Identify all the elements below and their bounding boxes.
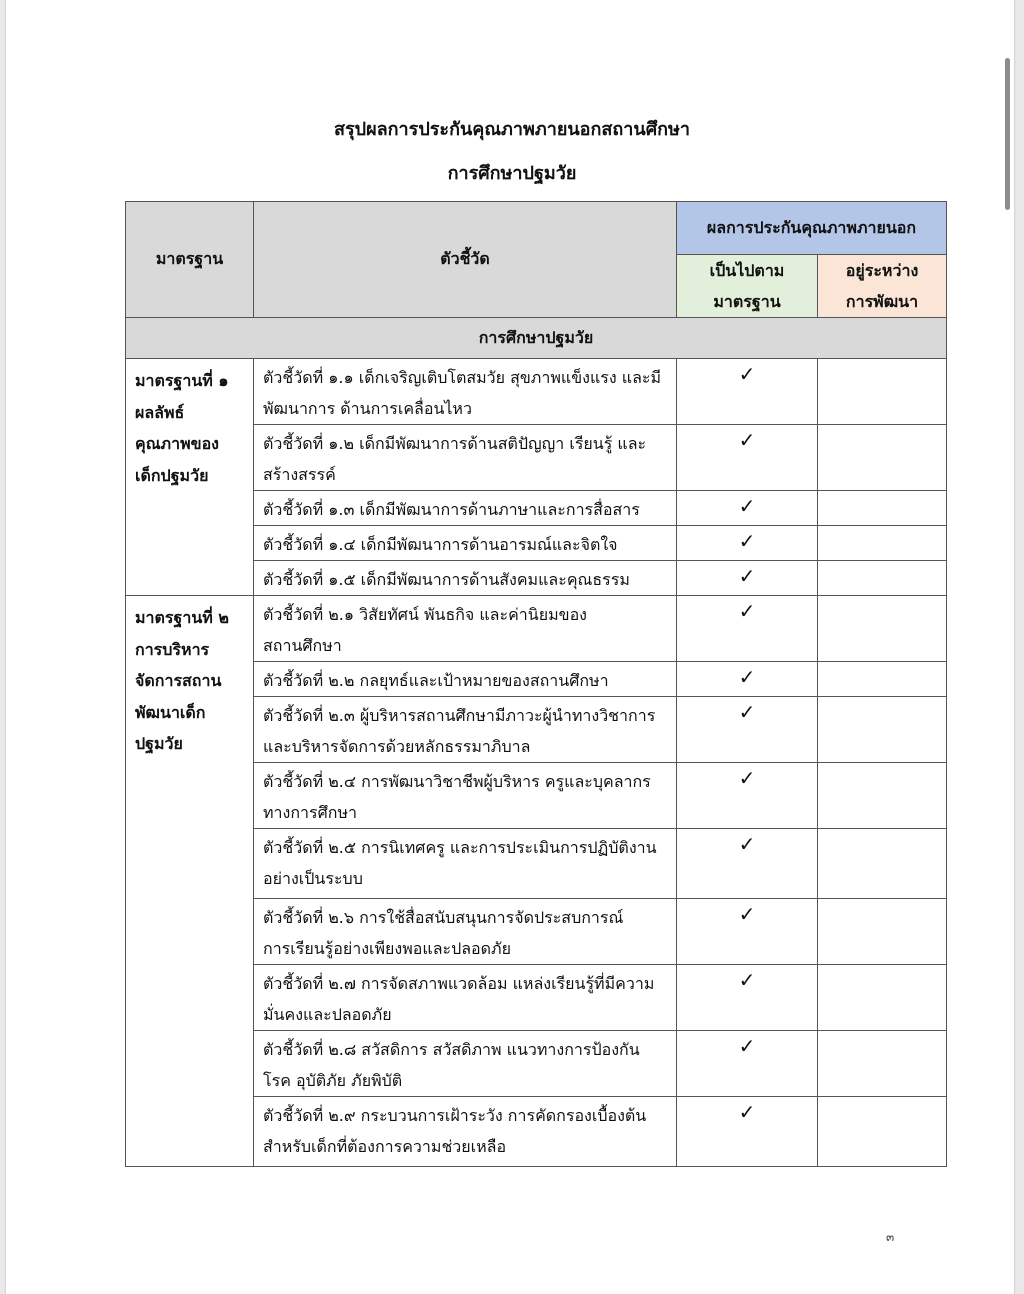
header-meets-line1: เป็นไปตาม (709, 261, 785, 280)
developing-cell (818, 561, 947, 596)
developing-cell (818, 596, 947, 662)
indicator-text: ตัวชี้วัดที่ ๒.๒ กลยุทธ์และเป้าหมายของสถานศึกษา (263, 671, 609, 690)
checkmark-icon: ✓ (738, 1100, 756, 1124)
indicator-text: ตัวชี้วัดที่ ๑.๒ เด็กมีพัฒนาการด้านสติปัญญา เรียนรู้ และ (263, 434, 647, 453)
developing-cell (818, 526, 947, 561)
indicator-cell (254, 1097, 677, 1167)
header-result-group: ผลการประกันคุณภาพภายนอก (677, 202, 947, 255)
indicator-text: ตัวชี้วัดที่ ๑.๑ เด็กเจริญเติบโตสมวัย สุขภาพแข็งแรง และมี (263, 368, 662, 387)
header-meets-standard (677, 255, 818, 318)
header-standard: มาตรฐาน (126, 202, 254, 318)
page-number: ๓ (886, 1230, 895, 1244)
meets-standard-cell (677, 561, 818, 596)
indicator-cell (254, 763, 677, 829)
checkmark-icon: ✓ (738, 832, 756, 856)
indicator-cell (254, 899, 677, 965)
standard-line: เด็กปฐมวัย (135, 465, 209, 485)
indicator-text: สำหรับเด็กที่ต้องการความช่วยเหลือ (263, 1137, 507, 1156)
meets-standard-cell (677, 662, 818, 697)
indicator-text: ตัวชี้วัดที่ ๑.๕ เด็กมีพัฒนาการด้านสังคมและคุณธรรม (263, 570, 630, 589)
standard-line: ผลลัพธ์ (135, 402, 185, 422)
developing-cell (818, 491, 947, 526)
developing-cell (818, 359, 947, 425)
checkmark-icon: ✓ (738, 529, 756, 553)
header-developing-line1: อยู่ระหว่าง (845, 261, 919, 280)
meets-standard-cell (677, 697, 818, 763)
developing-cell (818, 965, 947, 1031)
standard-line: การบริหาร (135, 639, 210, 659)
indicator-text: การเรียนรู้อย่างเพียงพอและปลอดภัย (263, 939, 511, 958)
developing-cell (818, 899, 947, 965)
developing-cell (818, 763, 947, 829)
meets-standard-cell (677, 763, 818, 829)
indicator-text: ตัวชี้วัดที่ ๑.๓ เด็กมีพัฒนาการด้านภาษาและการสื่อสาร (263, 500, 640, 519)
standard-line: จัดการสถาน (135, 671, 222, 690)
indicator-cell (254, 1031, 677, 1097)
indicator-text: ตัวชี้วัดที่ ๒.๕ การนิเทศครู และการประเมินการปฏิบัติงาน (263, 838, 657, 857)
section-label: การศึกษาปฐมวัย (126, 318, 947, 359)
meets-standard-cell (677, 829, 818, 899)
table-body (126, 318, 947, 1167)
header-developing-line2: การพัฒนา (845, 292, 919, 311)
meets-standard-cell (677, 491, 818, 526)
indicator-text: ตัวชี้วัดที่ ๑.๔ เด็กมีพัฒนาการด้านอารมณ์และจิตใจ (263, 535, 618, 554)
developing-cell (818, 425, 947, 491)
quality-assurance-table (125, 201, 947, 1167)
header-meets-line2: มาตรฐาน (713, 292, 781, 311)
checkmark-icon: ✓ (738, 1034, 756, 1058)
indicator-text: อย่างเป็นระบบ (263, 869, 363, 888)
meets-standard-cell (677, 1031, 818, 1097)
indicator-text: โรค อุบัติภัย ภัยพิบัติ (263, 1071, 403, 1090)
developing-cell (818, 829, 947, 899)
checkmark-icon: ✓ (738, 599, 756, 623)
indicator-cell (254, 359, 677, 425)
indicator-text: มั่นคงและปลอดภัย (263, 1005, 392, 1024)
indicator-cell (254, 491, 677, 526)
developing-cell (818, 662, 947, 697)
checkmark-icon: ✓ (738, 665, 756, 689)
meets-standard-cell (677, 359, 818, 425)
checkmark-icon: ✓ (738, 428, 756, 452)
checkmark-icon: ✓ (738, 494, 756, 518)
meets-standard-cell (677, 526, 818, 561)
indicator-text: ตัวชี้วัดที่ ๒.๗ การจัดสภาพแวดล้อม แหล่งเรียนรู้ที่มีความ (263, 974, 655, 993)
standard-line: พัฒนาเด็ก (135, 702, 206, 722)
standard-cell (126, 359, 254, 596)
checkmark-icon: ✓ (738, 766, 756, 790)
table-row (126, 596, 947, 662)
meets-standard-cell (677, 596, 818, 662)
indicator-text: ทางการศึกษา (263, 803, 357, 822)
checkmark-icon: ✓ (738, 968, 756, 992)
indicator-cell (254, 526, 677, 561)
standard-line: มาตรฐานที่ ๒ (135, 608, 229, 627)
indicator-cell (254, 561, 677, 596)
checkmark-icon: ✓ (738, 902, 756, 926)
standard-line: มาตรฐานที่ ๑ (135, 371, 229, 390)
meets-standard-cell (677, 1097, 818, 1167)
indicator-text: พัฒนาการ ด้านการเคลื่อนไหว (263, 399, 472, 418)
meets-standard-cell (677, 965, 818, 1031)
indicator-cell (254, 965, 677, 1031)
document-title: สรุปผลการประกันคุณภาพภายนอกสถานศึกษา (333, 119, 690, 140)
indicator-text: ตัวชี้วัดที่ ๒.๙ กระบวนการเฝ้าระวัง การคัดกรองเบื้องต้น (263, 1106, 647, 1125)
indicator-cell (254, 829, 677, 899)
indicator-text: ตัวชี้วัดที่ ๒.๑ วิสัยทัศน์ พันธกิจ และค่านิยมของ (263, 605, 587, 624)
indicator-text: ตัวชี้วัดที่ ๒.๓ ผู้บริหารสถานศึกษามีภาวะผู้นำทางวิชาการ (263, 706, 656, 725)
indicator-text: ตัวชี้วัดที่ ๒.๘ สวัสดิการ สวัสดิภาพ แนวทางการป้องกัน (263, 1040, 640, 1059)
indicator-cell (254, 425, 677, 491)
header-indicator: ตัวชี้วัด (254, 202, 677, 318)
standard-line: ปฐมวัย (135, 734, 183, 753)
developing-cell (818, 1097, 947, 1167)
indicator-cell (254, 697, 677, 763)
meets-standard-cell (677, 899, 818, 965)
document-subtitle: การศึกษาปฐมวัย (447, 163, 577, 184)
indicator-cell (254, 596, 677, 662)
checkmark-icon: ✓ (738, 700, 756, 724)
developing-cell (818, 697, 947, 763)
indicator-text: และบริหารจัดการด้วยหลักธรรมาภิบาล (263, 737, 531, 756)
indicator-text: สถานศึกษา (263, 636, 342, 655)
standard-cell (126, 596, 254, 1167)
developing-cell (818, 1031, 947, 1097)
table-row (126, 359, 947, 425)
indicator-text: ตัวชี้วัดที่ ๒.๔ การพัฒนาวิชาชีพผู้บริหาร ครูและบุคลากร (263, 772, 651, 791)
checkmark-icon: ✓ (738, 564, 756, 588)
indicator-cell (254, 662, 677, 697)
indicator-text: สร้างสรรค์ (263, 465, 336, 484)
indicator-text: ตัวชี้วัดที่ ๒.๖ การใช้สื่อสนับสนุนการจัดประสบการณ์ (263, 908, 624, 927)
standard-line: คุณภาพของ (135, 434, 219, 453)
checkmark-icon: ✓ (738, 362, 756, 386)
header-developing (818, 255, 947, 318)
meets-standard-cell (677, 425, 818, 491)
